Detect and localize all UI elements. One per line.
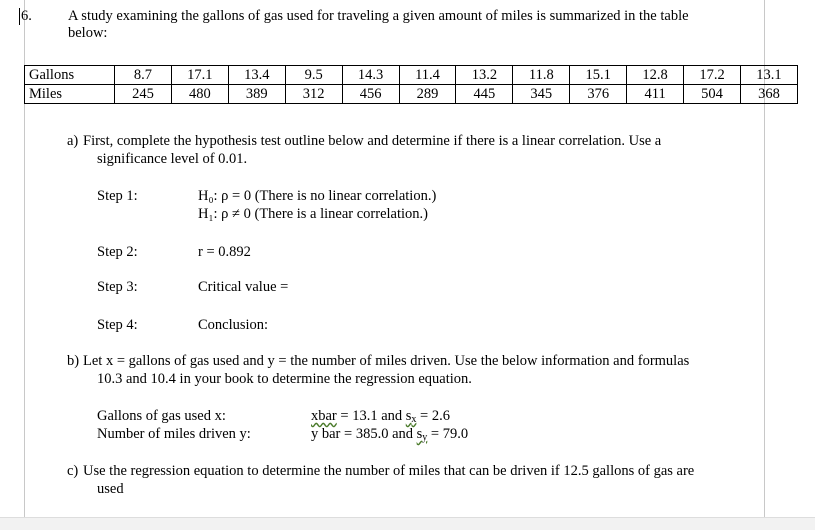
table-cell: 12.8 (627, 66, 684, 85)
gallons-label: Gallons of gas used x: (97, 408, 226, 424)
text-cursor (19, 8, 20, 25)
table-row-miles (25, 85, 798, 104)
table-cell: 312 (285, 85, 342, 104)
table-cell: 14.3 (342, 66, 399, 85)
step-2-label: Step 2: (97, 244, 138, 260)
table-cell: 345 (513, 85, 570, 104)
step-4-label: Step 4: (97, 317, 138, 333)
part-b-marker: b) (67, 353, 80, 369)
step-3-value: Critical value = (198, 279, 289, 295)
table-cell: 9.5 (285, 66, 342, 85)
table-cell: 289 (399, 85, 456, 104)
table-cell: 445 (456, 85, 513, 104)
table-cell: 11.8 (513, 66, 570, 85)
step-4-value: Conclusion: (198, 317, 269, 333)
intro-line-2: below: (68, 25, 108, 41)
table-cell: 411 (627, 85, 684, 104)
part-a-line-1: First, complete the hypothesis test outline below and determine if there is a linear correlation. Use a (83, 133, 662, 149)
table-cell: 15.1 (570, 66, 627, 85)
step-2-value: r = 0.892 (198, 244, 251, 260)
table-cell: 17.2 (684, 66, 741, 85)
part-b-line-2: 10.3 and 10.4 in your book to determine the regression equation. (97, 371, 472, 387)
table-cell: 8.7 (115, 66, 172, 85)
part-c-marker: c) (67, 463, 79, 479)
part-b-line-1: Let x = gallons of gas used and y = the number of miles driven. Use the below information and formulas (83, 353, 690, 369)
part-a-marker: a) (67, 133, 79, 149)
table-cell: 245 (115, 85, 172, 104)
table-cell: 13.2 (456, 66, 513, 85)
x-statistics: xbar = 13.1 and $s_x = 2.6$ (311, 408, 450, 425)
data-table (24, 65, 798, 104)
part-a-line-2: significance level of 0.01. (97, 151, 248, 167)
question-intro (68, 8, 689, 42)
table-cell: 368 (740, 85, 797, 104)
page-bottom-edge (0, 517, 815, 530)
y-statistics: y bar = 385.0 and $s_y = 79.0$ (311, 426, 469, 443)
y-bar-word: y bar (311, 426, 341, 442)
step-3-label: Step 3: (97, 279, 138, 295)
part-c-line-1: Use the regression equation to determine the number of miles that can be driven if 12.5 gallons of gas are (83, 463, 695, 479)
part-c-line-2: used (97, 481, 124, 497)
table-row-gallons (25, 66, 798, 85)
x-sd-symbol: $s_x$ (405, 408, 417, 425)
row-label-gallons: Gallons (25, 66, 115, 85)
table-cell: 480 (171, 85, 228, 104)
question-number: 6. (21, 8, 32, 24)
table-cell: 456 (342, 85, 399, 104)
miles-label: Number of miles driven y: (97, 426, 251, 442)
x-bar-word: xbar (311, 408, 337, 424)
table-cell: 11.4 (399, 66, 456, 85)
table-cell: 504 (684, 85, 741, 104)
alternative-hypothesis: H₁: ρ ≠ 0 (There is a linear correlation.) (198, 206, 429, 222)
table-cell: 13.4 (228, 66, 285, 85)
table-cell: 17.1 (171, 66, 228, 85)
row-label-miles: Miles (25, 85, 115, 104)
table-cell: 13.1 (740, 66, 797, 85)
intro-line-1: A study examining the gallons of gas used for traveling a given amount of miles is summarized in the table (68, 8, 689, 24)
null-hypothesis: H₀: ρ = 0 (There is no linear correlation.) (198, 188, 437, 204)
table-cell: 376 (570, 85, 627, 104)
step-1-label: Step 1: (97, 188, 138, 204)
y-sd-symbol: $s_y$ (416, 426, 428, 443)
table-cell: 389 (228, 85, 285, 104)
